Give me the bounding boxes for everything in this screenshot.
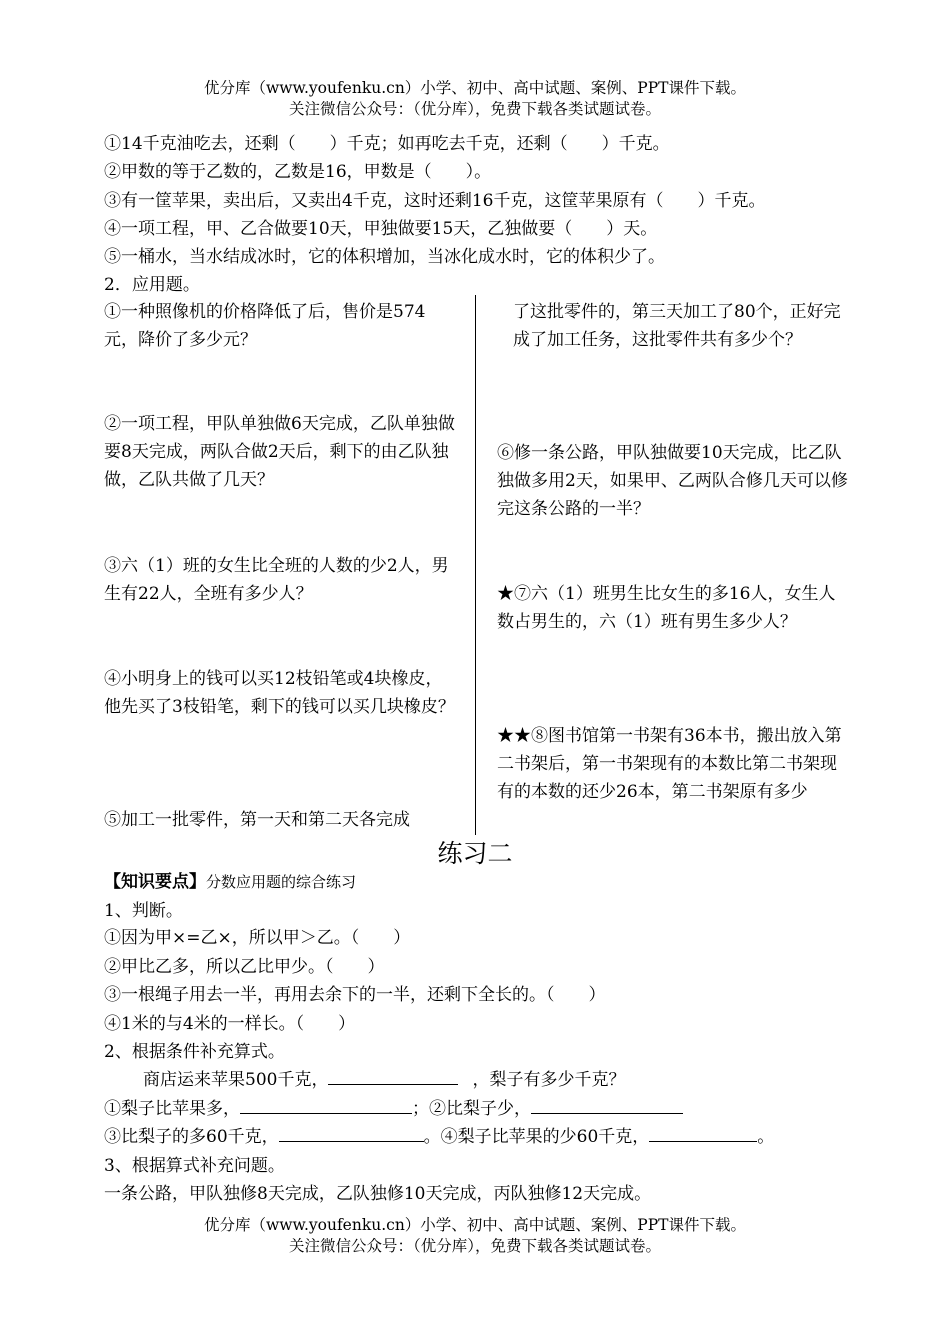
supplement-row-1 <box>104 1094 683 1119</box>
supp-item-1: ①梨子比苹果多， <box>104 1099 240 1119</box>
blank-supp-1[interactable] <box>240 1095 412 1114</box>
problem-6: ⑥修一条公路，甲队独做要10天完成，比乙队独做多用2天，如果甲、乙两队合修几天可以修完这条公路的一半？ <box>497 443 848 519</box>
problem-5-continued: 了这批零件的，第三天加工了80个，正好完成了加工任务，这批零件共有多少个？ <box>513 302 841 350</box>
supplement-row-2 <box>104 1122 774 1147</box>
fill-item-1: ①14千克油吃去，还剩（ ）千克；如再吃去千克，还剩（ ）千克。 <box>104 134 670 154</box>
header-line-1: 优分库（www.youfenku.cn）小学、初中、高中试题、案例、PPT课件下载。 <box>203 79 747 97</box>
judge-item-4: ④1米的与4米的一样长。（ ） <box>104 1014 356 1034</box>
supp-end: 。 <box>757 1127 775 1147</box>
fill-item-4: ④一项工程，甲、乙合做要10天，甲独做要15天，乙独做要（ ）天。 <box>104 219 658 239</box>
key-points <box>104 867 356 892</box>
judge-item-1: ①因为甲×=乙×，所以甲＞乙。（ ） <box>104 928 411 948</box>
supplement-intro-a: 商店运来苹果500千克， <box>143 1070 329 1090</box>
judge-title: 1、判断。 <box>104 901 183 921</box>
blank-supp-2[interactable] <box>531 1095 683 1114</box>
fill-item-2: ②甲数的等于乙数的，乙数是16，甲数是（ ）。 <box>104 162 492 182</box>
blank-intro[interactable] <box>328 1066 458 1085</box>
exercise-2-title: 练习二 <box>437 839 513 868</box>
header-line-2: 关注微信公众号：（优分库），免费下载各类试题试卷。 <box>288 100 661 118</box>
key-points-label: 【知识要点】 <box>104 872 206 892</box>
supplement-intro <box>143 1065 625 1090</box>
problem-3: ③六（1）班的女生比全班的人数的少2人，男生有22人，全班有多少人？ <box>104 556 449 604</box>
supplement-intro-b: ，梨子有多少千克？ <box>472 1070 626 1090</box>
judge-item-2: ②甲比乙多，所以乙比甲少。（ ） <box>104 957 385 977</box>
question-title: 3、根据算式补充问题。 <box>104 1156 285 1176</box>
question-text: 一条公路，甲队独修8天完成，乙队独修10天完成，丙队独修12天完成。 <box>104 1184 652 1204</box>
fill-item-3: ③有一筐苹果，卖出后，又卖出4千克，这时还剩16千克，这筐苹果原有（ ）千克。 <box>104 191 766 211</box>
footer-line-1: 优分库（www.youfenku.cn）小学、初中、高中试题、案例、PPT课件下载。 <box>203 1216 747 1234</box>
supp-item-2: ；②比梨子少， <box>412 1099 531 1119</box>
blank-supp-3[interactable] <box>279 1123 424 1142</box>
problem-1: ①一种照像机的价格降低了后，售价是574元，降价了多少元？ <box>104 302 426 350</box>
supplement-title: 2、根据条件补充算式。 <box>104 1042 285 1062</box>
problem-2: ②一项工程，甲队单独做6天完成，乙队单独做要8天完成，两队合做2天后，剩下的由乙队独做，乙队共做了几天？ <box>104 414 455 490</box>
problem-7: ★⑦六（1）班男生比女生的多16人，女生人数占男生的，六（1）班有男生多少人？ <box>497 584 836 632</box>
column-divider <box>475 295 476 835</box>
problem-4: ④小明身上的钱可以买12枝铅笔或4块橡皮，他先买了3枝铅笔，剩下的钱可以买几块橡皮？ <box>104 669 455 717</box>
fill-item-5: ⑤一桶水，当水结成冰时，它的体积增加，当冰化成水时，它的体积少了。 <box>104 247 665 267</box>
section-2-title: 2．应用题。 <box>104 275 200 295</box>
supp-item-4: 。④梨子比苹果的少60千克， <box>423 1127 650 1147</box>
judge-item-3: ③一根绳子用去一半，再用去余下的一半，还剩下全长的。（ ） <box>104 985 606 1005</box>
problem-5-start: ⑤加工一批零件，第一天和第二天各完成 <box>104 810 410 830</box>
supp-item-3: ③比梨子的多60千克， <box>104 1127 279 1147</box>
blank-supp-4[interactable] <box>649 1123 757 1142</box>
key-points-text: 分数应用题的综合练习 <box>206 873 357 891</box>
problem-8: ★★⑧图书馆第一书架有36本书，搬出放入第二书架后，第一书架现有的本数比第二书架现有的本数的还少26本，第二书架原有多少 <box>497 726 842 802</box>
footer-line-2: 关注微信公众号：（优分库），免费下载各类试题试卷。 <box>288 1237 661 1255</box>
